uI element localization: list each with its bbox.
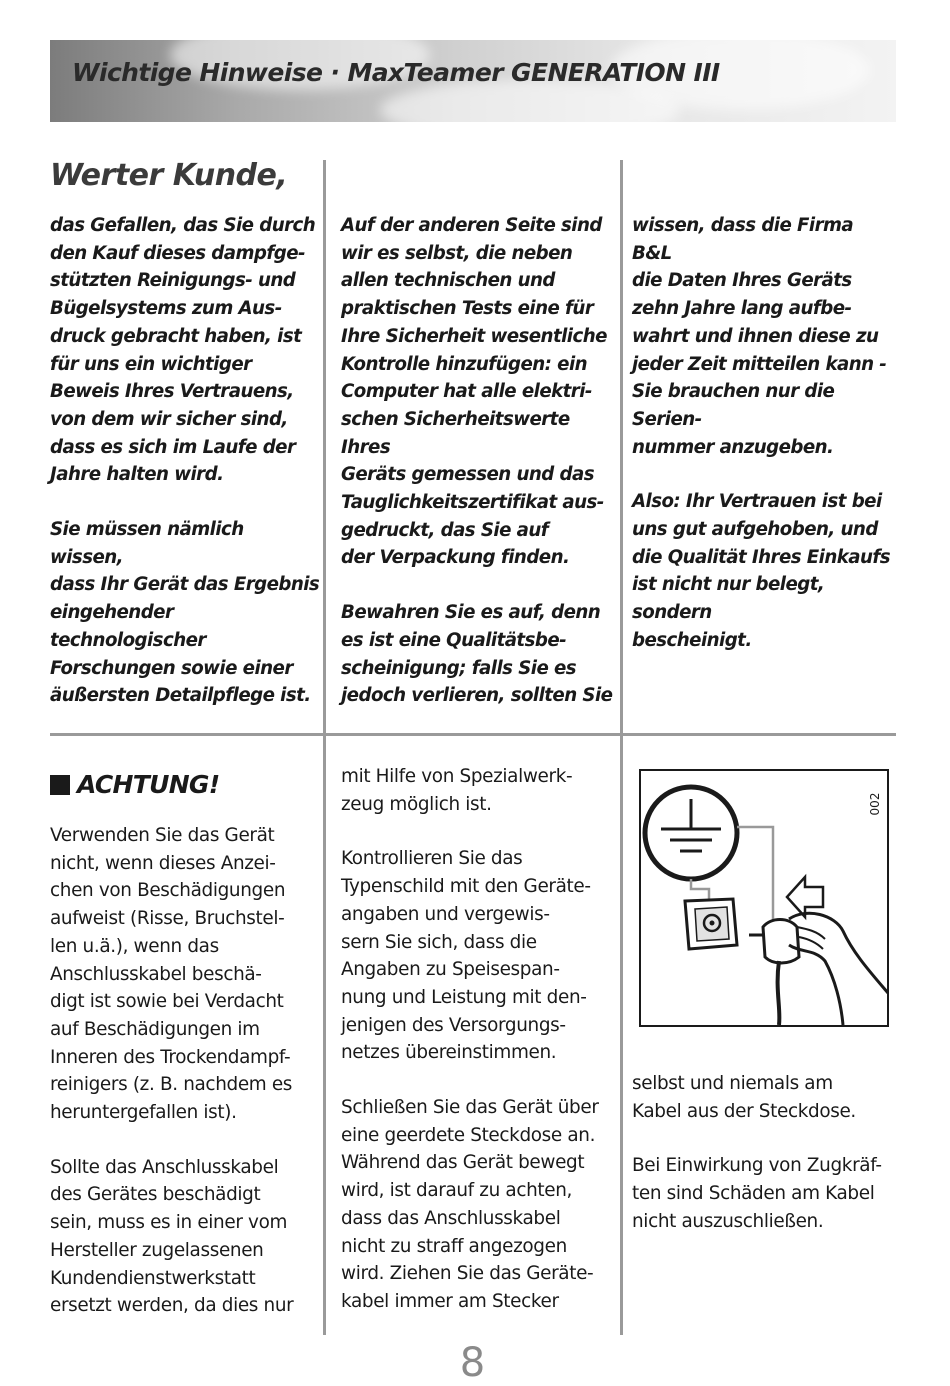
intro-paragraph: das Gefallen, das Sie durch den Kauf dieses dampfge- stützten Reinigungs- und Bügelsystems zum Aus- druck gebracht haben, ist für uns ein wichtiger Beweis Ihres Vertrauens, von dem wir sicher sind, dass es sich im Laufe der Jahre halten wird. [50, 215, 316, 486]
column-divider [620, 160, 623, 1335]
warning-column-2 [341, 763, 613, 1343]
header-title: Wichtige Hinweise · MaxTeamer GENERATION III [72, 58, 720, 87]
warning-heading [50, 770, 219, 799]
intro-paragraph: Sie müssen nämlich wissen, dass Ihr Gerät das Ergebnis eingehender technologischer Forschungen sowie einer äußersten Detailpflege ist. [50, 519, 320, 707]
page-header [50, 40, 896, 122]
intro-column-1 [50, 212, 320, 737]
ground-plug-illustration-icon [639, 769, 889, 1027]
warning-column-1 [50, 822, 320, 1347]
warning-paragraph: Sollte das Anschlusskabel des Gerätes beschädigt sein, muss es in einer vom Hersteller zugelassenen Kundendienstwerkstatt ersetzt werden, da dies nur [50, 1156, 294, 1317]
figure-code: 002 [868, 792, 882, 816]
warning-paragraph: Verwenden Sie das Gerät nicht, wenn dieses Anzei- chen von Beschädigungen aufweist (Risse, Bruchstel- len u.ä.), wenn das Anschlusskabel beschä- digt ist sowie bei Verdacht auf Beschädigungen im Inneren des Trockendampf- reinigers (z. B. nachdem es heruntergefallen ist). [50, 825, 293, 1124]
warning-heading-label: ACHTUNG! [77, 770, 220, 799]
warning-paragraph: Kontrollieren Sie das Typenschild mit den Geräte- angaben und vergewis- sern Sie sich, dass die Angaben zu Speisespan- nung und Leistung mit den- jenigen des Versorgungs- netzes übereinstimmen. [341, 848, 591, 1064]
intro-paragraph: wissen, dass die Firma B&L die Daten Ihres Geräts zehn Jahre lang aufbe- wahrt und ihnen diese zu jeder Zeit mitteilen kann - Sie brauchen nur die Serien- nummer anzugeben. [632, 215, 887, 458]
column-divider [323, 160, 326, 1335]
intro-column-2 [341, 212, 613, 737]
warning-paragraph: selbst und niemals am Kabel aus der Steckdose. [632, 1073, 856, 1122]
warning-paragraph: mit Hilfe von Spezialwerk- zeug möglich ist. [341, 766, 573, 815]
intro-paragraph: Also: Ihr Vertrauen ist bei uns gut aufgehoben, und die Qualität Ihres Einkaufs ist nicht nur belegt, sondern bescheinigt. [632, 491, 891, 651]
warning-paragraph: Schließen Sie das Gerät über eine geerdete Steckdose an. Während das Gerät bewegt wird, ist darauf zu achten, dass das Anschlusskabel nicht zu straff angezogen wird. Ziehen Sie das Geräte- kabel immer am Stecker [341, 1097, 599, 1312]
black-square-icon [50, 775, 70, 795]
intro-column-3 [632, 212, 896, 682]
warning-paragraph: Bei Einwirkung von Zugkräf- ten sind Schäden am Kabel nicht auszuschließen. [632, 1155, 882, 1232]
greeting-heading: Werter Kunde, [50, 158, 288, 193]
warning-column-3 [632, 1070, 896, 1263]
page-number: 8 [459, 1340, 486, 1386]
intro-paragraph: Auf der anderen Seite sind wir es selbst, die neben allen technischen und praktischen Tests eine für Ihre Sicherheit wesentliche Kontrolle hinzufügen: ein Computer hat alle elektri- schen Sicherheitswerte Ihres Geräts gemessen und das Tauglichkeitszertifikat aus- gedruckt, das Sie auf der Verpackung finden. [341, 215, 607, 569]
intro-paragraph: Bewahren Sie es auf, denn es ist eine Qualitätsbe- scheinigung; falls Sie es jedoch verlieren, sollten Sie [341, 602, 613, 707]
